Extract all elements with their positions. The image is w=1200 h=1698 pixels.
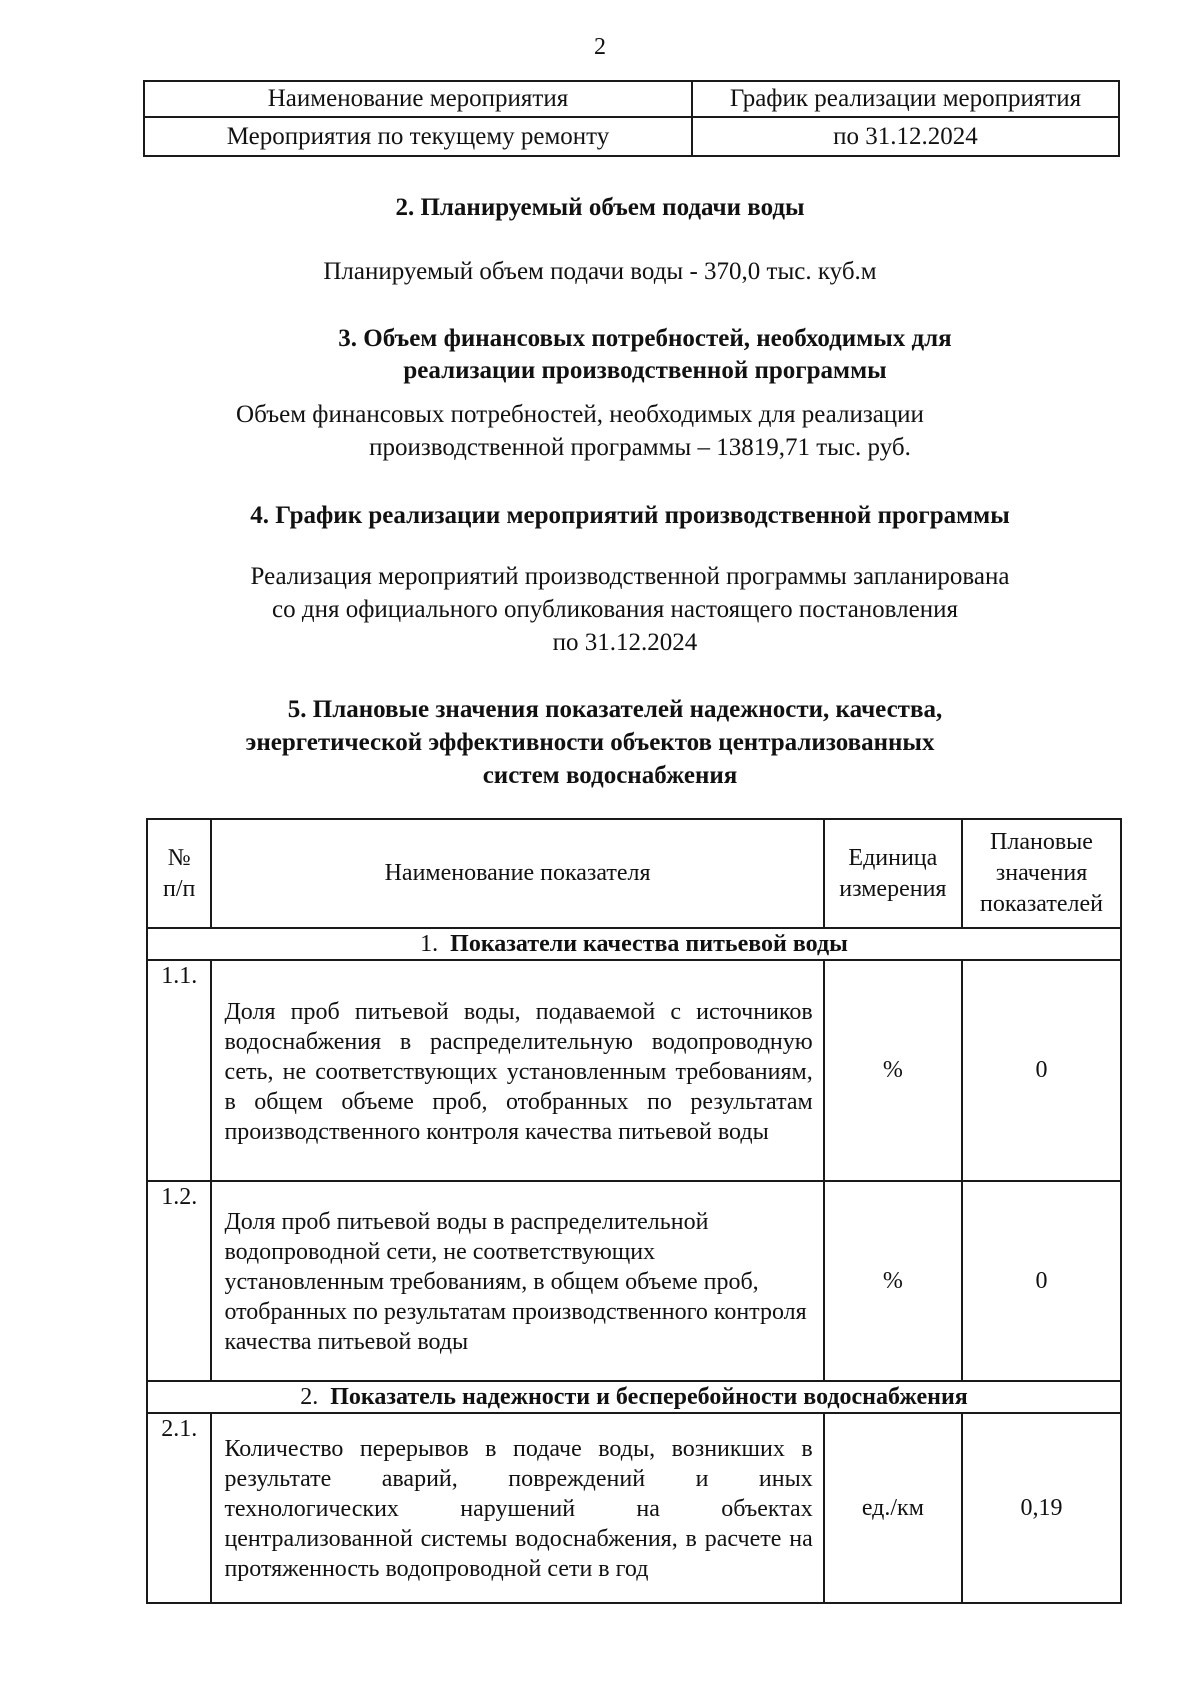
- group-number: 2.: [300, 1383, 319, 1410]
- header-number-line1: №: [167, 844, 191, 871]
- section3-text-line2: производственной программы – 13819,71 тыс. руб.: [369, 434, 911, 461]
- group-row-reliability: [147, 1381, 1121, 1413]
- header-values-line3: показателей: [980, 891, 1103, 917]
- header-values-line1: Плановые: [990, 829, 1093, 855]
- header-indicator-name: Наименование показателя: [211, 819, 823, 928]
- group-title-reliability: [147, 1381, 1121, 1413]
- row-number: 2.1.: [147, 1413, 211, 1603]
- group-number: 1.: [420, 930, 439, 957]
- indicator-name: Количество перерывов в подаче воды, возникших в результате аварий, повреждений и иных технологических нарушений на объектах централизованной системы водоснабжения, в расчете на протяженность водопроводной сети в год: [211, 1413, 823, 1603]
- indicator-unit: %: [824, 1181, 962, 1381]
- header-unit-line2: измерения: [839, 875, 947, 902]
- section3-text-line1: Объем финансовых потребностей, необходимых для реализации: [236, 401, 924, 428]
- section4-text-line2: со дня официального опубликования настоящего постановления: [272, 596, 958, 623]
- group-title-quality: [147, 928, 1121, 960]
- group-title: Показатель надежности и бесперебойности водоснабжения: [330, 1383, 968, 1410]
- section5-title-line1: 5. Плановые значения показателей надежности, качества,: [287, 696, 943, 723]
- indicator-unit: ед./км: [824, 1413, 962, 1603]
- section4-text-line3: по 31.12.2024: [552, 629, 698, 656]
- group-row-quality: [147, 928, 1121, 960]
- section4-text-line1: Реализация мероприятий производственной программы запланирована: [250, 563, 1010, 590]
- header-number: [147, 819, 211, 928]
- row-number: 1.1.: [147, 960, 211, 1181]
- section2-title: 2. Планируемый объем подачи воды: [395, 194, 805, 221]
- section3-title-line1: 3. Объем финансовых потребностей, необходимых для: [338, 325, 952, 352]
- table-row: [147, 1181, 1121, 1381]
- indicator-value: 0: [962, 1181, 1121, 1381]
- indicator-value: 0: [962, 960, 1121, 1181]
- header-unit: [824, 819, 962, 928]
- header-planned-values: [962, 819, 1121, 928]
- event-schedule-cell: по 31.12.2024: [692, 117, 1119, 156]
- table-header-row: [147, 819, 1121, 928]
- section4-title: 4. График реализации мероприятий производственной программы: [250, 502, 1010, 529]
- section5-title-line2: энергетической эффективности объектов централизованных: [245, 729, 935, 756]
- section2-text: Планируемый объем подачи воды - 370,0 тыс. куб.м: [323, 258, 877, 285]
- table-row: [144, 117, 1119, 156]
- indicator-unit: %: [824, 960, 962, 1181]
- header-values-line2: значения: [995, 860, 1088, 886]
- event-name-cell: Мероприятия по текущему ремонту: [144, 117, 692, 156]
- indicator-value: 0,19: [962, 1413, 1121, 1603]
- header-event-schedule: График реализации мероприятия: [692, 81, 1119, 117]
- header-event-name: Наименование мероприятия: [144, 81, 692, 117]
- header-number-line2: п/п: [163, 875, 196, 902]
- page-number: 2: [594, 34, 606, 60]
- section5-title-line3: систем водоснабжения: [482, 762, 738, 789]
- indicator-name: Доля проб питьевой воды в распределительной водопроводной сети, не соответствующих установленным требованиям, в общем объеме проб, отобранных по результатам производственного контроля качества питьевой воды: [211, 1181, 823, 1381]
- table-row: [147, 1413, 1121, 1603]
- indicator-name: Доля проб питьевой воды, подаваемой с источников водоснабжения в распределительную водопроводную сеть, не соответствующих установленным требованиям, в общем объеме проб, отобранных по результатам производственного контроля качества питьевой воды: [211, 960, 823, 1181]
- header-unit-line1: Единица: [848, 844, 938, 871]
- row-number: 1.2.: [147, 1181, 211, 1381]
- table-row: [147, 960, 1121, 1181]
- section3-title-line2: реализации производственной программы: [403, 357, 887, 384]
- indicators-table: [146, 818, 1122, 1604]
- group-title: Показатели качества питьевой воды: [450, 930, 848, 957]
- table-header-row: [144, 81, 1119, 117]
- events-schedule-table: [143, 80, 1120, 157]
